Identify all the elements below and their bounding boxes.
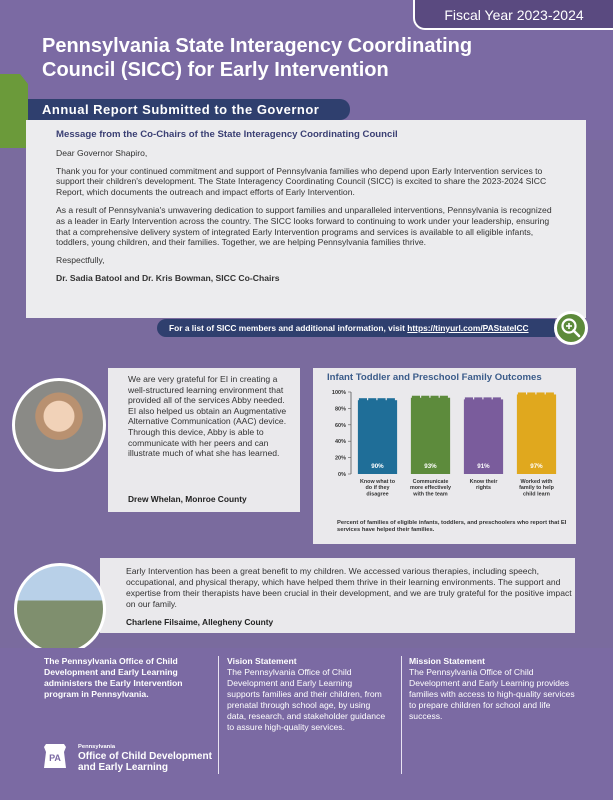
bar-bump [527,392,535,395]
message-heading: Message from the Co-Chairs of the State Interagency Coordinating Council [56,129,398,140]
category-label: more effectively [409,485,452,492]
category-label: disagree [366,491,389,498]
family-photo [14,563,106,655]
category-label: child learn [523,491,550,498]
bar-value-label: 97% [530,463,543,470]
vision-text: The Pennsylvania Office of Child Development and Early Learning supports families and their children, from prenatal through school age, by using data, research, and stakeholder guidance to assure high-quality services. [227,667,386,732]
footer-divider [401,656,402,774]
bar-bump [546,392,554,395]
footer-divider [218,656,219,774]
bar-bump [474,397,482,400]
header-banner [0,0,613,140]
y-tick-label: 40% [334,439,346,446]
category-label: family to help [519,485,554,492]
fiscal-year-badge: Fiscal Year 2023-2024 [413,0,613,30]
logo-line-2: and Early Learning [78,761,169,773]
category-label: do if they [365,485,390,492]
chart-caption: Percent of families of eligible infants, toddlers, and preschoolers who report that EI services have helped their families. [337,520,567,533]
bar-bump [537,392,545,395]
bar-bump [387,398,395,401]
testimonial-card-filsaime [100,558,575,633]
testimonial-text: Early Intervention has been a great benefit to my children. We accessed various therapies, including speech, occupational, and physical therapy, which have helped them thrive in their learning environments. The support and expertise from their therapists have been crucial in their development, and we are truly grateful for the positive impact on our family. [126,566,572,609]
bar-bump [484,397,492,400]
y-tick-label: 20% [334,455,346,462]
testimonial-card-whelan [108,368,300,512]
category-label: Worked with [520,479,553,485]
footer-intro [44,656,202,700]
subtitle-bar: Annual Report Submitted to the Governor [28,99,350,120]
pa-initials: PA [49,753,61,763]
mission-statement [409,656,581,722]
bar-value-label: 91% [477,463,490,470]
mission-text: The Pennsylvania Office of Child Development and Early Learning provides families with access to high-quality services to prepare children for school and life success. [409,667,575,721]
category-label: rights [476,485,491,492]
bar-bump [440,396,448,399]
y-tick-label: 0% [338,472,346,478]
message-closing: Respectfully, [56,255,105,266]
footer [0,648,613,800]
cochairs-message-panel [26,120,586,318]
page-title [42,34,502,82]
message-paragraph-1: Thank you for your continued commitment and support of Pennsylvania families who depend upon Early Intervention services to support their children's development. The State Interagency Coordinating Council (SICC) is excited to share the 2023-2024 SICC Report, which documents the outreach and impact efforts of Early Intervention. [56,165,547,198]
vision-heading: Vision Statement [227,656,297,666]
category-label: with the team [413,491,448,498]
category-label: Communicate [412,479,449,485]
info-bar-text: For a list of SICC members and additional information, visit [169,323,408,333]
family-outcomes-chart-panel [313,368,576,544]
message-greeting: Dear Governor Shapiro, [56,147,148,158]
bar-bump [368,398,376,401]
mission-heading: Mission Statement [409,656,485,666]
testimonial-author: Charlene Filsaime, Allegheny County [126,617,274,627]
pa-keystone-logo-icon [44,744,66,768]
chart-title: Infant Toddler and Preschool Family Outcomes [327,372,542,383]
y-tick-label: 100% [331,390,346,396]
bar-value-label: 90% [371,463,384,470]
bar-bump [465,397,473,400]
bar-bump [421,396,429,399]
bar-bump [518,392,526,395]
bar-bump [431,396,439,399]
testimonial-author: Drew Whelan, Monroe County [128,494,247,504]
child-photo [12,378,106,472]
logo-office-name [78,752,212,773]
sicc-info-bar [157,319,555,337]
bar-bump [412,396,420,399]
category-label: Know their [469,479,498,485]
y-tick-label: 80% [334,406,346,413]
message-signature: Dr. Sadia Batool and Dr. Kris Bowman, SICC Co-Chairs [56,272,280,283]
bar-bump [493,397,501,400]
logo-state-name: Pennsylvania [78,744,116,750]
footer-intro-text: The Pennsylvania Office of Child Development and Early Learning administers the Early Intervention program in Pennsylvania. [44,656,183,699]
bar-bump [378,398,386,401]
title-line-2: Council (SICC) for Early Intervention [42,59,389,81]
message-paragraph-2: As a result of Pennsylvania's unwavering dedication to support families and unparalleled interventions, Pennsylvania is recognized as a leader in Early Intervention across the country. The SICC looks forward to continuing to work under your leadership, ensuring that a comprehensive delivery system of integrated Early Intervention programs and services is available to all eligible infants, toddlers, young children, and their families. Together, we are helping Pennsylvania families thrive. [56,204,552,248]
keystone-icon [0,74,28,148]
logo-line-1: Office of Child Development [78,751,212,762]
testimonial-text: We are very grateful for EI in creating a well-structured learning environment that provided all of the services Abby needed. EI also helped us obtain an Augmentative Alternative Communication (AAC) device. Through this device, Abby is able to communicate with her peers and can illustrate much of what she has learned. [128,374,287,459]
title-line-1: Pennsylvania State Interagency Coordinating [42,35,473,57]
family-outcomes-chart [313,382,576,520]
bar-bump [359,398,367,401]
vision-statement [227,656,387,733]
bar-value-label: 93% [424,463,437,470]
magnifier-zoom-icon [554,311,588,345]
sicc-url-link[interactable]: https://tinyurl.com/PAStateICC [407,323,529,333]
category-label: Know what to [359,479,396,485]
y-tick-label: 60% [334,422,346,429]
